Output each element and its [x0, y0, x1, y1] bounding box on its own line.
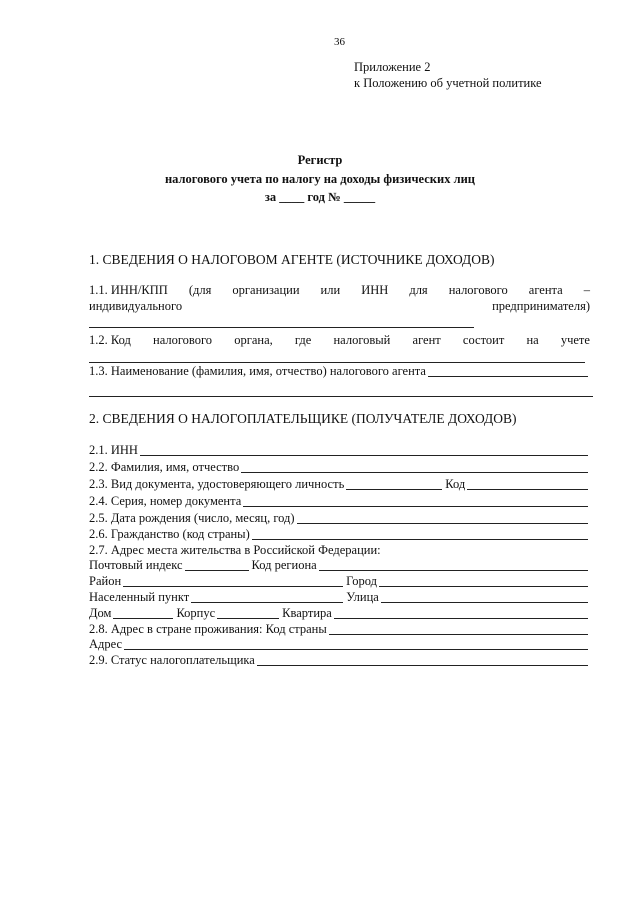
item-1-1-cont-left: индивидуального — [89, 299, 183, 313]
postal-index-field[interactable] — [185, 570, 249, 571]
document-type-field[interactable] — [346, 489, 442, 490]
city-label: Город — [346, 574, 378, 588]
item-1-1-line2 — [89, 299, 590, 314]
item-1-2-word: состоит — [462, 333, 505, 347]
item-1-2-word: где — [294, 333, 312, 347]
document-subtitle: налогового учета по налогу на доходы физических лиц — [164, 172, 476, 186]
item-2-2-label: 2.2. Фамилия, имя, отчество — [89, 460, 240, 474]
item-2-3-label: 2.3. Вид документа, удостоверяющего личность — [89, 477, 345, 491]
item-1-1-word: для — [409, 283, 428, 297]
house-row — [89, 606, 589, 621]
district-label: Район — [89, 574, 122, 588]
item-1-2-word: налоговый — [333, 333, 391, 347]
taxpayer-status-field[interactable] — [257, 665, 588, 666]
item-2-7-row — [89, 543, 589, 558]
agent-name-field-line2[interactable] — [89, 396, 593, 397]
item-2-9-label: 2.9. Статус налогоплательщика — [89, 653, 255, 667]
address-label: Адрес — [89, 637, 123, 651]
citizenship-field[interactable] — [252, 539, 588, 540]
item-2-4-row — [89, 494, 589, 509]
full-name-field[interactable] — [241, 472, 588, 473]
item-1-3-row — [89, 364, 589, 379]
city-field[interactable] — [379, 586, 588, 587]
item-1-3-label: 1.3. Наименование (фамилия, имя, отчество) налогового агента — [89, 364, 426, 378]
item-1-1-word: организации — [232, 283, 300, 297]
building-field[interactable] — [217, 618, 279, 619]
house-field[interactable] — [113, 618, 173, 619]
building-label: Корпус — [176, 606, 216, 620]
street-label: Улица — [346, 590, 379, 604]
appendix-reference: к Положению об учетной политике — [354, 76, 542, 90]
item-1-1-word: или — [320, 283, 341, 297]
item-2-8-row — [89, 622, 589, 637]
item-2-7-label: 2.7. Адрес места жительства в Российской Федерации: — [89, 543, 381, 557]
item-1-2-word: учете — [560, 333, 590, 347]
item-1-2-word: органа, — [234, 333, 273, 347]
item-2-1-label: 2.1. ИНН — [89, 443, 138, 457]
foreign-address-field[interactable] — [124, 649, 588, 650]
item-1-1-word: ИНН — [361, 283, 389, 297]
item-1-2-word: 1.2. Код — [89, 333, 131, 347]
item-1-2-word: налогового — [153, 333, 213, 347]
item-1-1-cont-right: предпринимателя) — [492, 299, 590, 313]
item-1-2-word: агент — [412, 333, 441, 347]
inn-kpp-field-line[interactable] — [89, 327, 474, 328]
item-2-4-label: 2.4. Серия, номер документа — [89, 494, 242, 508]
district-row — [89, 574, 589, 589]
page-number: 36 — [334, 36, 345, 48]
apartment-field[interactable] — [334, 618, 588, 619]
item-2-5-label: 2.5. Дата рождения (число, месяц, год) — [89, 511, 295, 525]
street-field[interactable] — [381, 602, 588, 603]
item-1-1-word: налогового — [448, 283, 508, 297]
house-label: Дом — [89, 606, 112, 620]
settlement-row — [89, 590, 589, 605]
item-1-2-word: на — [526, 333, 539, 347]
item-2-5-row — [89, 511, 589, 526]
document-period-line: за ____ год № _____ — [264, 190, 376, 204]
item-2-8-label: 2.8. Адрес в стране проживания: Код страны — [89, 622, 327, 636]
item-1-1-line1 — [89, 283, 590, 298]
appendix-label: Приложение 2 — [354, 60, 431, 74]
address-row — [89, 637, 589, 652]
document-code-label: Код — [445, 477, 466, 491]
item-1-2-line — [89, 333, 590, 348]
tax-office-code-field-line[interactable] — [89, 362, 585, 363]
document-title: Регистр — [297, 153, 343, 167]
country-code-field[interactable] — [329, 634, 588, 635]
settlement-label: Населенный пункт — [89, 590, 190, 604]
birth-date-field[interactable] — [297, 523, 588, 524]
item-2-6-row — [89, 527, 589, 542]
district-field[interactable] — [123, 586, 343, 587]
section2-heading: 2. СВЕДЕНИЯ О НАЛОГОПЛАТЕЛЬЩИКЕ (ПОЛУЧАТЕЛЕ ДОХОДОВ) — [89, 411, 517, 426]
item-2-1-row — [89, 443, 589, 458]
apartment-label: Квартира — [282, 606, 332, 620]
item-1-1-word: 1.1. ИНН/КПП — [89, 283, 168, 297]
settlement-field[interactable] — [191, 602, 343, 603]
item-1-1-word: (для — [188, 283, 212, 297]
region-code-field[interactable] — [319, 570, 588, 571]
postal-index-label: Почтовый индекс — [89, 558, 183, 572]
document-number-field[interactable] — [243, 506, 588, 507]
region-code-label: Код региона — [251, 558, 317, 572]
document-code-field[interactable] — [467, 489, 588, 490]
agent-name-field[interactable] — [428, 376, 588, 377]
item-2-3-row — [89, 477, 589, 492]
item-2-6-label: 2.6. Гражданство (код страны) — [89, 527, 250, 541]
inn-field[interactable] — [140, 455, 588, 456]
section1-heading: 1. СВЕДЕНИЯ О НАЛОГОВОМ АГЕНТЕ (ИСТОЧНИКЕ ДОХОДОВ) — [89, 252, 495, 267]
item-2-2-row — [89, 460, 589, 475]
item-1-1-word: – — [583, 283, 590, 297]
item-1-1-word: агента — [528, 283, 563, 297]
item-2-9-row — [89, 653, 589, 668]
postal-row — [89, 558, 589, 573]
